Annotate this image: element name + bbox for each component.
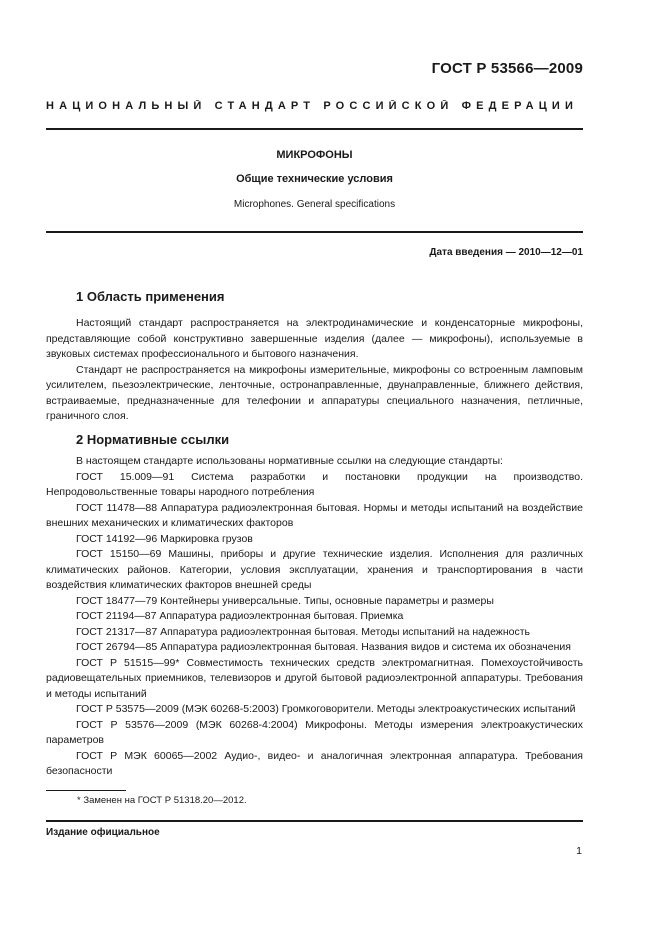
bottom-rule: [46, 820, 583, 822]
section-1-body: [46, 316, 583, 425]
paragraph: Стандарт не распространяется на микрофоны измерительные, микрофоны со встроенным ламповым усилителем, пьезоэлектрические, ленточные, остронаправленные, двунаправленные, ближнего действия, встраиваемые, предназначенные для телефонии и аппаратуры специального назначения, петличные, граничного слоя.: [46, 363, 583, 422]
reference-item: ГОСТ 21317—87 Аппаратура радиоэлектронная бытовая. Методы испытаний на надежность: [76, 625, 531, 638]
reference-item: ГОСТ Р МЭК 60065—2002 Аудио-, видео- и аналогичная электронная аппаратура. Требования безопасности: [46, 749, 583, 777]
document-number: ГОСТ Р 53566—2009: [431, 60, 583, 77]
reference-item: ГОСТ 18477—79 Контейнеры универсальные. Типы, основные параметры и размеры: [76, 594, 494, 607]
references-intro: В настоящем стандарте использованы нормативные ссылки на следующие стандарты:: [76, 455, 503, 467]
english-title: Microphones. General specifications: [233, 199, 396, 210]
document-subtitle: Общие технические условия: [236, 173, 393, 185]
reference-item: ГОСТ 14192—96 Маркировка грузов: [76, 532, 253, 545]
section-2-heading: 2 Нормативные ссылки: [76, 432, 230, 447]
reference-item: ГОСТ 11478—88 Аппаратура радиоэлектронная бытовая. Нормы и методы испытаний на воздействие внешних механических и климатических факторов: [46, 501, 583, 529]
reference-item: ГОСТ Р 53575—2009 (МЭК 60268-5:2003) Громкоговорители. Методы электроакустических испытаний: [76, 703, 576, 715]
top-rule: [46, 128, 583, 130]
page-number: 1: [576, 845, 582, 857]
paragraph: Настоящий стандарт распространяется на электродинамические и конденсаторные микрофоны, представляющие собой конструктивно завершенные изделия (далее — микрофоны), используемые в звуковых системах профессионального и бытового назначения.: [46, 317, 583, 360]
reference-item: ГОСТ 21194—87 Аппаратура радиоэлектронная бытовая. Приемка: [76, 610, 404, 622]
footnote: * Заменен на ГОСТ Р 51318.20—2012.: [77, 795, 247, 806]
document-title: МИКРОФОНЫ: [276, 149, 353, 161]
footnote-rule: [46, 790, 126, 791]
section-2-body: [46, 454, 583, 780]
title-bottom-rule: [46, 231, 583, 233]
introduction-date: Дата введения — 2010—12—01: [429, 247, 583, 258]
national-standard-banner: НАЦИОНАЛЬНЫЙ СТАНДАРТ РОССИЙСКОЙ ФЕДЕРАЦИИ: [46, 100, 579, 112]
section-1-heading: 1 Область применения: [76, 289, 225, 304]
edition-label: Издание официальное: [46, 827, 160, 838]
reference-item: ГОСТ Р 51515—99* Совместимость технических средств электромагнитная. Помехоустойчивость радиовещательных приемников, телевизоров и другой бытовой радиоэлектронной аппаратуры. Требования и методы испытаний: [46, 656, 583, 700]
reference-item: ГОСТ Р 53576—2009 (МЭК 60268-4:2004) Микрофоны. Методы измерения электроакустических параметров: [46, 718, 583, 746]
reference-item: ГОСТ 26794—85 Аппаратура радиоэлектронная бытовая. Названия видов и система их обозначения: [76, 641, 571, 653]
reference-item: ГОСТ 15150—69 Машины, приборы и другие технические изделия. Исполнения для различных климатических районов. Категории, условия эксплуатации, хранения и транспортирования в части воздействия климатических факторов внешней среды: [46, 548, 583, 591]
reference-item: ГОСТ 15.009—91 Система разработки и постановки продукции на производство. Непродовольственные товары народного потребления: [46, 470, 583, 498]
